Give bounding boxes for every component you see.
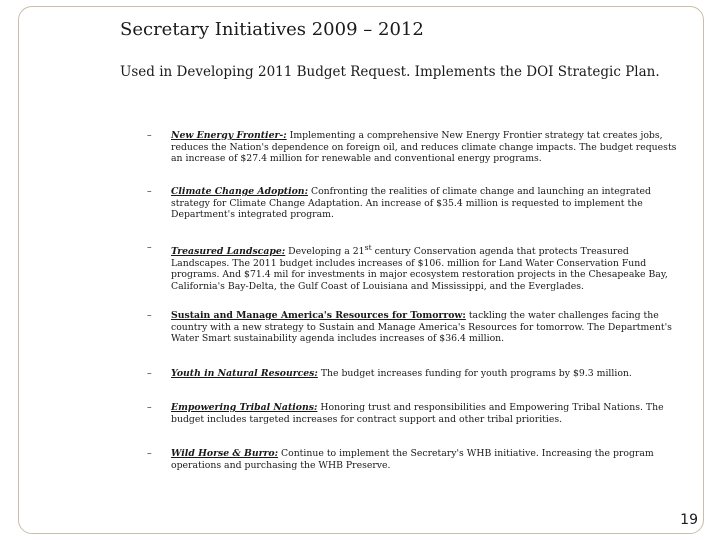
bullet-dash: – [147, 310, 152, 321]
initiative-item-tribal [147, 402, 677, 425]
initiative-text [171, 130, 677, 165]
page-number: 19 [680, 512, 698, 528]
initiative-name: Wild Horse & Burro: [171, 448, 279, 459]
initiative-name: Sustain and Manage America's Resources for Tomorrow: [171, 310, 466, 321]
initiative-description: Implementing a comprehensive New Energy Frontier strategy tat creates jobs, reduces the Nation's dependence on foreign oil, and reduces climate change impacts. The budget requests an increase of $27.4 million for renewable and conventional energy programs. [171, 130, 677, 165]
bullet-dash: – [147, 368, 152, 379]
initiative-name: Treasured Landscape: [171, 246, 286, 258]
bullet-dash: – [147, 448, 152, 459]
initiative-text [171, 368, 677, 380]
initiative-text [171, 310, 677, 345]
ordinal-suffix: st [364, 243, 372, 252]
bullet-dash: – [147, 242, 152, 253]
initiative-description: Continue to implement the Secretary's WHB initiative. Increasing the program operations and purchasing the WHB Preserve. [171, 448, 654, 471]
initiative-description: Honoring trust and responsibilities and Empowering Tribal Nations. The budget includes targeted increases for contract support and other tribal priorities. [171, 402, 664, 425]
initiative-name: Empowering Tribal Nations: [171, 402, 318, 413]
initiative-item-youth [147, 368, 677, 380]
initiative-description-cont: century Conservation agenda that protects Treasured Landscapes. The 2011 budget includes increases of $106. million for Land Water Conservation Fund programs. And $71.4 mil for investments in major ecosystem restoration projects in the Chesapeake Bay, California's Bay-Delta, the Gulf Coast of Louisiana and Mississippi, and the Everglades. [171, 246, 668, 292]
initiative-text [171, 402, 677, 425]
slide-subtitle: Used in Developing 2011 Budget Request. Implements the DOI Strategic Plan. [120, 64, 660, 80]
initiative-name: New Energy Frontier-: [171, 130, 287, 141]
initiative-name: Youth in Natural Resources: [171, 368, 318, 379]
initiative-text [171, 186, 677, 221]
initiative-item-energy [147, 130, 677, 165]
initiative-item-wild-horse [147, 448, 677, 471]
slide-title: Secretary Initiatives 2009 – 2012 [120, 19, 424, 40]
initiative-item-water [147, 310, 677, 345]
initiative-description: tackling the water challenges facing the country with a new strategy to Sustain and Manage America's Resources for tomorrow. The Department's Water Smart sustainability agenda includes increases of $36.4 million. [171, 310, 672, 345]
bullet-dash: – [147, 130, 152, 141]
bullet-dash: – [147, 402, 152, 413]
initiative-name: Climate Change Adoption: [171, 186, 308, 197]
initiative-item-landscape [147, 242, 677, 292]
initiative-description: The budget increases funding for youth programs by $9.3 million. [317, 368, 632, 379]
bullet-dash: – [147, 186, 152, 197]
initiative-item-climate [147, 186, 677, 221]
initiative-text [171, 448, 677, 471]
initiative-text [171, 242, 677, 292]
initiative-description: Confronting the realities of climate change and launching an integrated strategy for Climate Change Adaptation. An increase of $35.4 million is requested to implement the Department's integrated program. [171, 186, 651, 221]
initiative-description: Developing a 21 [285, 246, 365, 258]
